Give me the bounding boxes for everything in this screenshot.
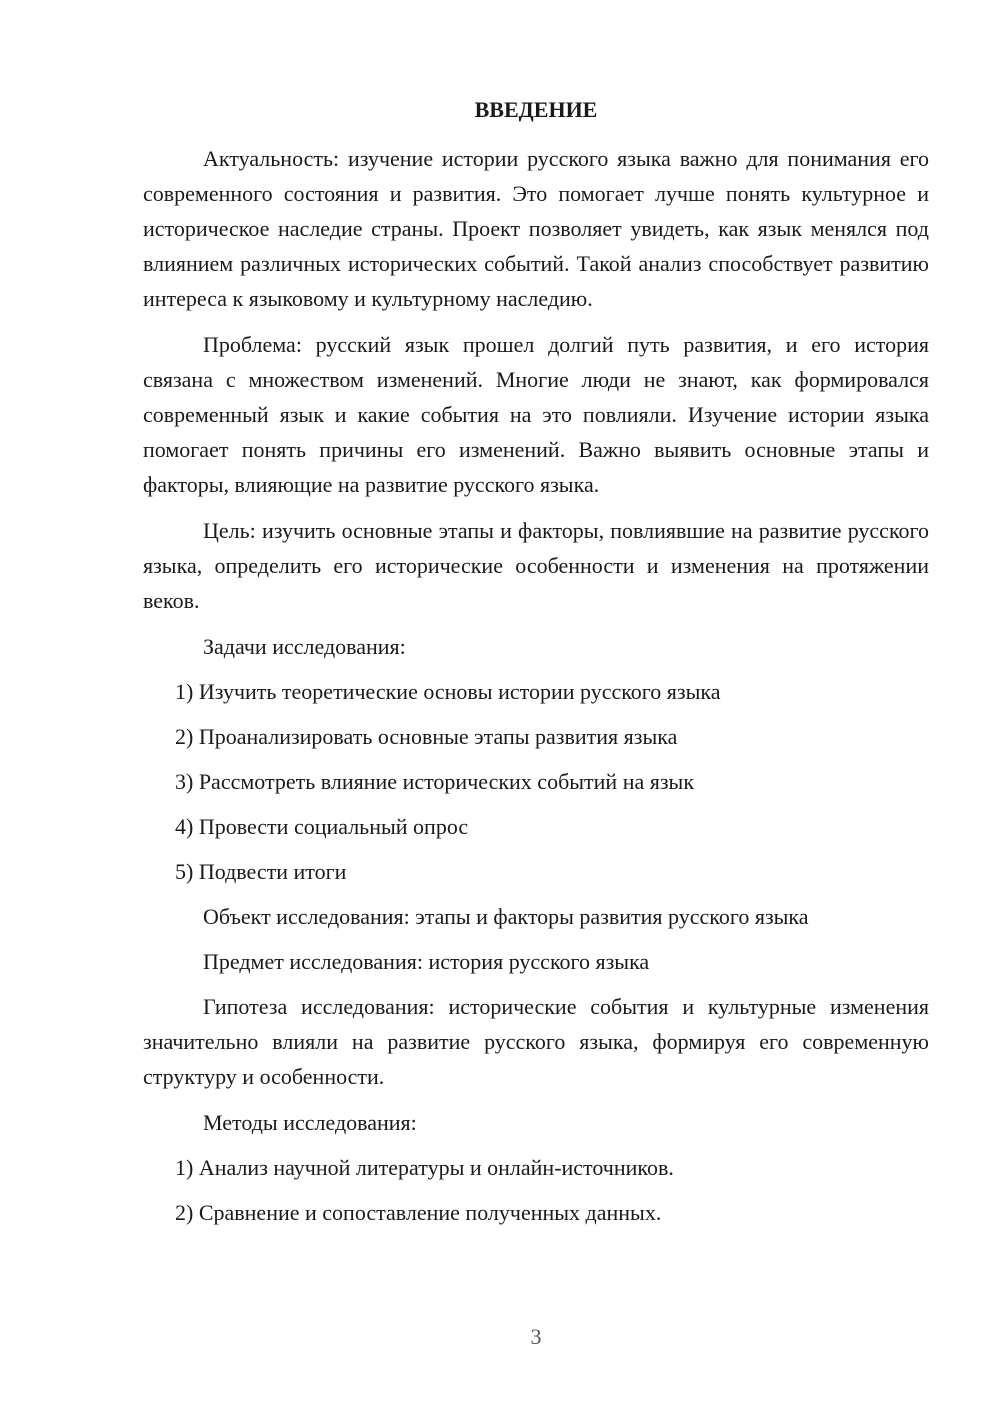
relevance-paragraph: Актуальность: изучение истории русского языка важно для понимания его современного состояния и развития. Это помогает лучше понять культурное и историческое наследие страны. Проект позволяет увидеть, как язык менялся под влиянием различных исторических событий. Такой анализ способствует развитию интереса к языковому и культурному наследию. bbox=[143, 146, 929, 311]
problem-paragraph: Проблема: русский язык прошел долгий путь развития, и его история связана с множеством изменений. Многие люди не знают, как формировался современный язык и какие события на это повлияли. Изучение истории языка помогает понять причины его изменений. Важно выявить основные этапы и факторы, влияющие на развитие русского языка. bbox=[143, 332, 929, 497]
method-item: 2) Сравнение и сопоставление полученных данных. bbox=[175, 1200, 662, 1225]
task-item: 3) Рассмотреть влияние исторических событий на язык bbox=[175, 769, 695, 794]
task-item: 2) Проанализировать основные этапы развития языка bbox=[175, 724, 678, 749]
document-page bbox=[143, 95, 929, 1240]
subject-line: Предмет исследования: история русского языка bbox=[203, 949, 650, 974]
page-title: ВВЕДЕНИЕ bbox=[474, 97, 598, 122]
hypothesis-paragraph: Гипотеза исследования: исторические события и культурные изменения значительно влияли на развитие русского языка, формируя его современную структуру и особенности. bbox=[143, 994, 929, 1089]
method-item: 1) Анализ научной литературы и онлайн-источников. bbox=[175, 1155, 674, 1180]
methods-heading: Методы исследования: bbox=[203, 1110, 417, 1135]
goal-paragraph: Цель: изучить основные этапы и факторы, повлиявшие на развитие русского языка, определить его исторические особенности и изменения на протяжении веков. bbox=[143, 518, 929, 613]
task-item: 4) Провести социальный опрос bbox=[175, 814, 469, 839]
tasks-heading: Задачи исследования: bbox=[203, 634, 406, 659]
task-item: 1) Изучить теоретические основы истории русского языка bbox=[175, 679, 721, 704]
task-item: 5) Подвести итоги bbox=[175, 859, 347, 884]
page-number: 3 bbox=[530, 1324, 542, 1349]
object-line: Объект исследования: этапы и факторы развития русского языка bbox=[203, 904, 809, 929]
